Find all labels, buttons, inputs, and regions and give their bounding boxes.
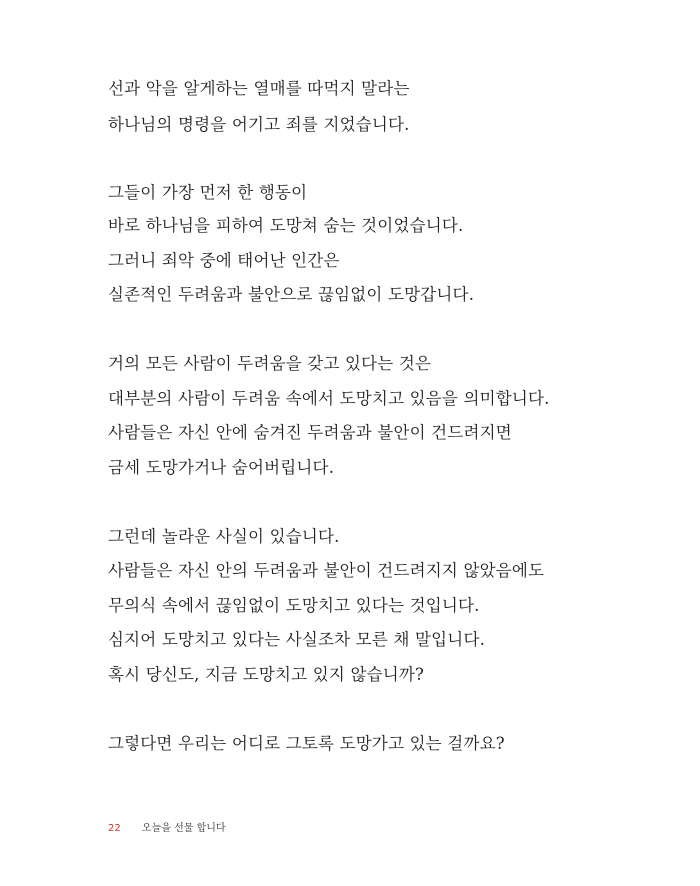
text-line: 혹시 당신도, 지금 도망치고 있지 않습니까? [108, 665, 425, 684]
text-line: 심지어 도망치고 있다는 사실조차 모른 채 말입니다. [108, 630, 486, 649]
text-line: 무의식 속에서 끊임없이 도망치고 있다는 것입니다. [108, 596, 480, 615]
text-line: 바로 하나님을 피하여 도망쳐 숨는 것이었습니다. [108, 216, 464, 235]
text-line: 거의 모든 사람이 두려움을 갖고 있다는 것은 [108, 354, 432, 373]
text-line: 금세 도망가거나 숨어버립니다. [108, 458, 335, 477]
text-line: 그렇다면 우리는 어디로 그토록 도망가고 있는 걸까요? [108, 734, 505, 753]
text-line: 사람들은 자신 안에 숨겨진 두려움과 불안이 건드려지면 [108, 423, 512, 442]
text-line: 그러니 죄악 중에 태어난 인간은 [108, 251, 340, 270]
text-line: 대부분의 사람이 두려움 속에서 도망치고 있음을 의미합니다. [108, 389, 550, 408]
text-line: 사람들은 자신 안의 두려움과 불안이 건드려지지 않았음에도 [108, 561, 545, 580]
text-line: 선과 악을 알게하는 열매를 따먹지 말라는 [108, 79, 410, 98]
text-line: 그들이 가장 먼저 한 행동이 [108, 183, 308, 202]
text-line: 실존적인 두려움과 불안으로 끊임없이 도망갑니다. [108, 285, 475, 304]
page-footer [108, 822, 226, 836]
page-number: 22 [108, 823, 121, 834]
running-title: 오늘을 선물 합니다 [141, 823, 226, 834]
text-line: 그런데 놀라운 사실이 있습니다. [108, 527, 340, 546]
text-line: 하나님의 명령을 어기고 죄를 지었습니다. [108, 115, 410, 134]
